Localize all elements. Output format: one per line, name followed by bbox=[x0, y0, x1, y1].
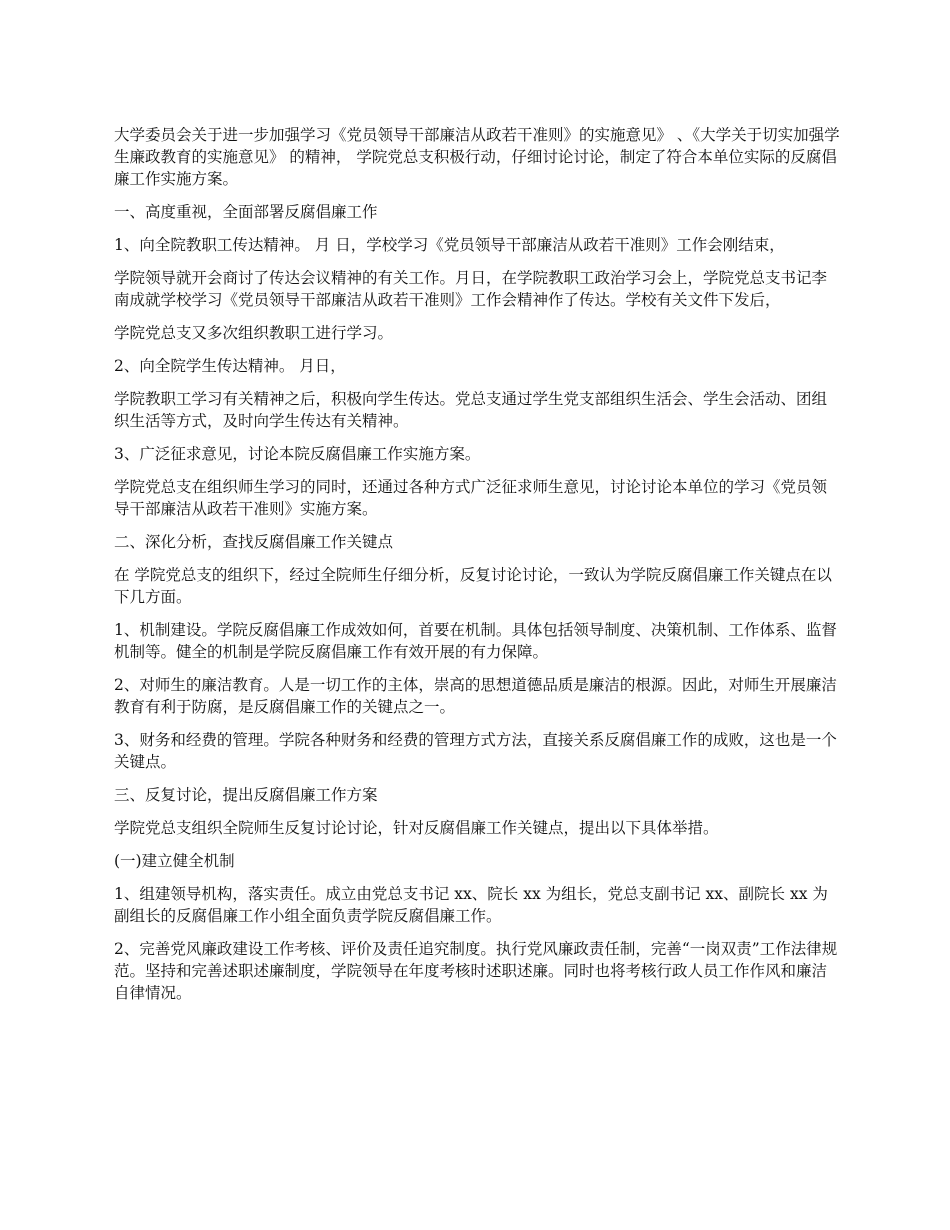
paragraph-1-2: 2、向全院学生传达精神。 月日， bbox=[114, 357, 346, 375]
paragraph-3-1-2: 2、完善党风廉政建设工作考核、评价及责任追究制度。执行党风廉政责任制，完善“一岗双责”工作法律规范。坚持和完善述职述廉制度，学院领导在年度考核时述职述廉。同时也将考核行政人员工作作风和廉洁自律情况。 bbox=[114, 940, 838, 1002]
paragraph-2-3: 3、财务和经费的管理。学院各种财务和经费的管理方式方法，直接关系反腐倡廉工作的成败，这也是一个关键点。 bbox=[114, 731, 837, 771]
paragraph-1-1: 1、向全院教职工传达精神。 月 日，学校学习《党员领导干部廉洁从政若干准则》工作会刚结束， bbox=[114, 236, 785, 254]
paragraph-1-3: 3、广泛征求意见，讨论本院反腐倡廉工作实施方案。 bbox=[114, 445, 481, 463]
paragraph-1-1-end: 学院党总支又多次组织教职工进行学习。 bbox=[114, 324, 394, 342]
paragraph-1-1-cont: 学院领导就开会商讨了传达会议精神的有关工作。月日，在学院教职工政治学习会上，学院党总支书记李南成就学校学习《党员领导干部廉洁从政若干准则》工作会精神作了传达。学校有关文件下发后， bbox=[114, 269, 828, 309]
paragraph-2-2: 2、对师生的廉洁教育。人是一切工作的主体，崇高的思想道德品质是廉洁的根源。因此，对师生开展廉洁教育有利于防腐，是反腐倡廉工作的关键点之一。 bbox=[114, 676, 837, 716]
paragraph-1-2-cont: 学院教职工学习有关精神之后，积极向学生传达。党总支通过学生党支部组织生活会、学生会活动、团组织生活等方式，及时向学生传达有关精神。 bbox=[114, 390, 828, 430]
paragraph-1-3-cont: 学院党总支在组织师生学习的同时，还通过各种方式广泛征求师生意见，讨论讨论本单位的学习《党员领导干部廉洁从政若干准则》实施方案。 bbox=[114, 478, 828, 518]
paragraph-2-1: 1、机制建设。学院反腐倡廉工作成效如何，首要在机制。具体包括领导制度、决策机制、工作体系、监督机制等。健全的机制是学院反腐倡廉工作有效开展的有力保障。 bbox=[114, 621, 837, 661]
document-body bbox=[114, 124, 840, 1015]
section-heading-2: 二、深化分析，查找反腐倡廉工作关键点 bbox=[114, 533, 394, 551]
paragraph-3-1-1: 1、组建领导机构，落实责任。成立由党总支书记 xx、院长 xx 为组长，党总支副书记 xx、副院长 xx 为副组长的反腐倡廉工作小组全面负责学院反腐倡廉工作。 bbox=[114, 885, 828, 925]
paragraph-3-intro: 学院党总支组织全院师生反复讨论讨论，针对反腐倡廉工作关键点，提出以下具体举措。 bbox=[114, 819, 719, 837]
intro-paragraph: 大学委员会关于进一步加强学习《党员领导干部廉洁从政若干准则》的实施意见》 、《大学关于切实加强学生廉政教育的实施意见》 的精神， 学院党总支积极行动，仔细讨论讨论，制定了符合本单位实际的反腐倡廉工作实施方案。 bbox=[114, 126, 840, 188]
section-heading-3: 三、反复讨论，提出反腐倡廉工作方案 bbox=[114, 786, 378, 804]
paragraph-2-intro: 在 学院党总支的组织下，经过全院师生仔细分析，反复讨论讨论，一致认为学院反腐倡廉工作关键点在以下几方面。 bbox=[114, 566, 832, 606]
subsection-heading-3-1: (一)建立健全机制 bbox=[114, 852, 235, 870]
section-heading-1: 一、高度重视，全面部署反腐倡廉工作 bbox=[114, 203, 378, 221]
